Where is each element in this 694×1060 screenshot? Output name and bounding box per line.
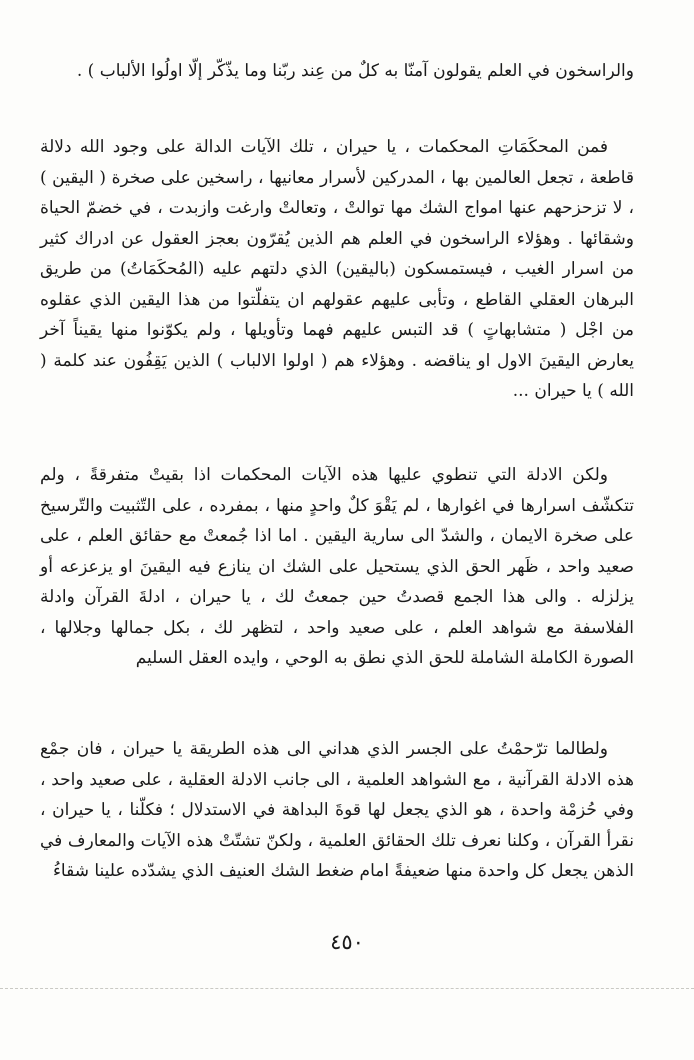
scan-edge-line [0, 988, 694, 989]
paragraph-text: ولطالما ترّحمْتُ على الجسر الذي هداني الى هذه الطريقة يا حيران ، فان جمْع هذه الادلة القرآنية ، مع الشواهد العلمية ، الى جانب الادلة العقلية ، على صعيد واحد ، وفي حُزمْة واحدة ، هو الذي يجعل لها قوةَ البداهة في الاستدلال ؛ فكلّنا ، يا حيران ، نقرأ القرآن ، وكلنا نعرف تلك الحقائق العلمية ، ولكنّ تشتّتْ هذه الآيات والمعارف في الذهن يجعل كل واحدة منها ضعيفةً امام ضغط الشك العنيف الذي يشدّده علينا شقاءُ [40, 739, 634, 881]
paragraph-text: ولكن الادلة التي تنطوي عليها هذه الآيات المحكمات اذا بقيتْ متفرقةً ، ولم تتكشّف اسرارها في اغوارها ، لم يَقْوَ كلٌ واحدٍ منها ، بمفرده ، على التّثبيت والتّرسيخ على صخرة الايمان ، والشدّ الى سارية اليقين . اما اذا جُمعتْ مع حقائق العلم ، على صعيد واحد ، ظَهر الحق الذي يستحيل على الشك ان ينازع فيه اليقينَ او يزعزعه أو يزلزله . والى هذا الجمع قصدتُ حين جمعتُ لك ، يا حيران ، ادلةَ القرآن وادلة الفلاسفة مع شواهد العلم ، على صعيد واحد ، لتظهر لك ، بكل جمالها وجلالها ، الصورة الكاملة الشاملة للحق الذي نطق به الوحي ، وايده العقل السليم [40, 465, 634, 668]
paragraph-text: فمن المحكَمَاتِ المحكمات ، يا حيران ، تلك الآيات الدالة على وجود الله دلالة قاطعة ، تجعل العالمين بها ، المدركين لأسرار معانيها ، راسخين على صخرة ( اليقين ) ، لا تزحزحهم عنها امواج الشك مها توالتْ ، وتعالتْ وارغت وازبدت ، في خضمّ الحياة وشقائها . وهؤلاء الراسخون في العلم هم الذين يُقرّون بعجز العقول عن ادراك كثير من اسرار الغيب ، فيستمسكون (باليقين) الذي دلتهم عليه (المُحكَمَاتُ) من طريق البرهان العقلي القاطع ، وتأبى عليهم عقولهم ان يتفلّتوا من هذا اليقين الذي عقلوه من اجْل ( متشابهاتٍ ) قد التبس عليهم فهما وتأويلها ، ولم يكوّنوا منها يقيناً آخر يعارض اليقينَ الاول او يناقضه . وهؤلاء هم ( اولوا الالباب ) الذين يَقِفُون عند كلمة ( الله ) يا حيران ... [40, 137, 634, 401]
paragraph-bridge-method [40, 734, 634, 887]
paragraph-text: والراسخون في العلم يقولون آمنّا به كلٌ من عِند ربّنا وما يذّكّر إلّا اولُوا الألباب ) . [76, 61, 634, 81]
page-number: ٤٥٠ [330, 930, 364, 954]
paragraph-quran-verse-ending [40, 56, 634, 87]
paragraph-muhkamat [40, 132, 634, 407]
paragraph-evidence-gathering [40, 460, 634, 674]
